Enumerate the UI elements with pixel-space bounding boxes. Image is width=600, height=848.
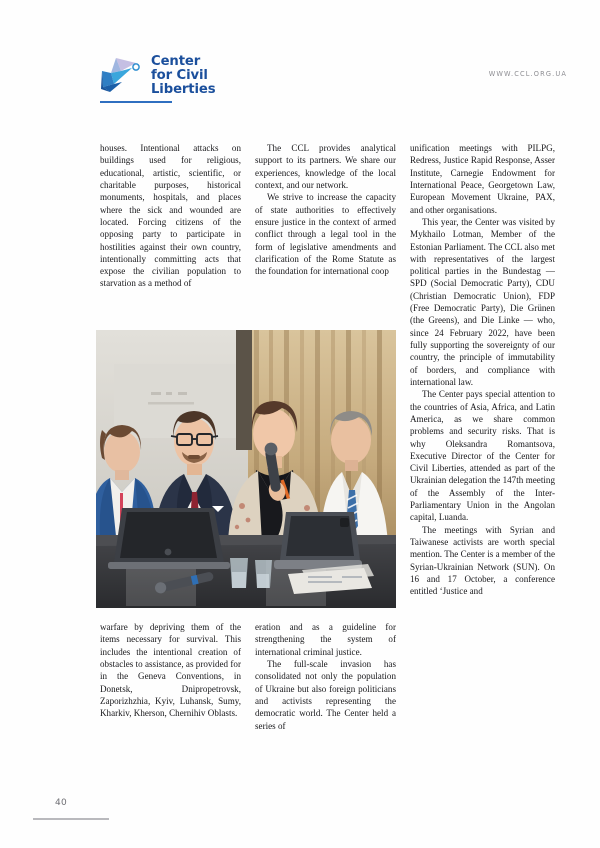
paragraph: warfare by depriving them of the items necessary for survival. This includes the intentional creation of obstacles to assistance, as provided for in the Geneva Conventions, in Donetsk, Dnipropetrovsk, Zaporizhzhia, Kyiv, Luhansk, Sumy, Kharkiv, Kherson, Chernihiv Oblasts. (100, 622, 241, 719)
paragraph: houses. Intentional attacks on buildings used for religious, educational, artistic, scientific, or charitable purposes, historical monuments, hospitals, and places where the sick and wounded are located. Forcing citizens of the opposing party to participate in hostilities against their own country, intentionally committing acts that expose the civilian population to starvation as a method of (100, 143, 241, 289)
paragraph: The meetings with Syrian and Taiwanese activists are worth special mention. The Center is a member of the Syrian-Ukrainian Network (SUN). On 16 and 17 October, a conference entitled ‘Justice and (410, 524, 555, 597)
paragraph: eration and as a guideline for strengthening the system of international criminal justice. (255, 622, 396, 657)
paragraph: The Center pays special attention to the countries of Asia, Africa, and Latin America, as we share common problems and security risks. That is why Oleksandra Romantsova, Executive Director of the Center for Civil Liberties, attended as part of the Ukrainian delegation the 147th meeting of the Assembly of the Inter-Parliamentary Union in the Angolan capital, Luanda. (410, 389, 555, 523)
header-divider (100, 101, 172, 103)
column-2-bottom (255, 621, 396, 732)
ccl-logo-wordmark (151, 55, 216, 98)
paragraph: We strive to increase the capacity of state authorities to effectively ensure justice in the context of armed conflict through a legal tool in the form of legislative amendments and clarification of the Rome Statute as the foundation for international coop (255, 192, 396, 277)
paragraph: The full-scale invasion has consolidated not only the population of Ukraine but also foreign politicians and activists representing the democratic world. The Center held a series of (255, 658, 396, 731)
column-2-top (255, 142, 396, 277)
ccl-origami-bird-logo-icon (100, 56, 142, 96)
page-number: 40 (55, 798, 68, 808)
paragraph: unification meetings with PILPG, Redress, Justice Rapid Response, Asser Institute, Carnegie Endowment for International Peace, Georgetown Law, European Movement Ukraine, PAX, and other organisations. (410, 143, 555, 215)
logo-line-3: Liberties (151, 82, 216, 98)
paragraph: The CCL provides analytical support to its partners. We share our experiences, knowledge of the local context, and our network. (255, 143, 396, 190)
website-url: WWW.CCL.ORG.UA (488, 70, 567, 78)
column-3 (410, 142, 555, 598)
paragraph: This year, the Center was visited by Mykhailo Lotman, Member of the Estonian Parliament. The CCL also met with representatives of the largest political parties in the Bundestag — SPD (Social Democratic Party), CDU (Christian Democratic Union), FDP (Free Democratic Party), Die Grünen (the Greens), and Die Linke — who, since 24 February 2022, have been fully supporting the sovereignty of our country, the principle of immutability of borders, and compliance with international law. (410, 216, 555, 387)
column-1-top (100, 142, 241, 290)
logo-line-2: for Civil (151, 68, 208, 84)
panel-discussion-photo (96, 330, 396, 608)
page-header (0, 0, 600, 122)
column-1-bottom (100, 621, 241, 720)
logo-line-1: Center (151, 54, 201, 69)
ccl-logo (100, 55, 216, 98)
footer-divider (33, 818, 109, 820)
